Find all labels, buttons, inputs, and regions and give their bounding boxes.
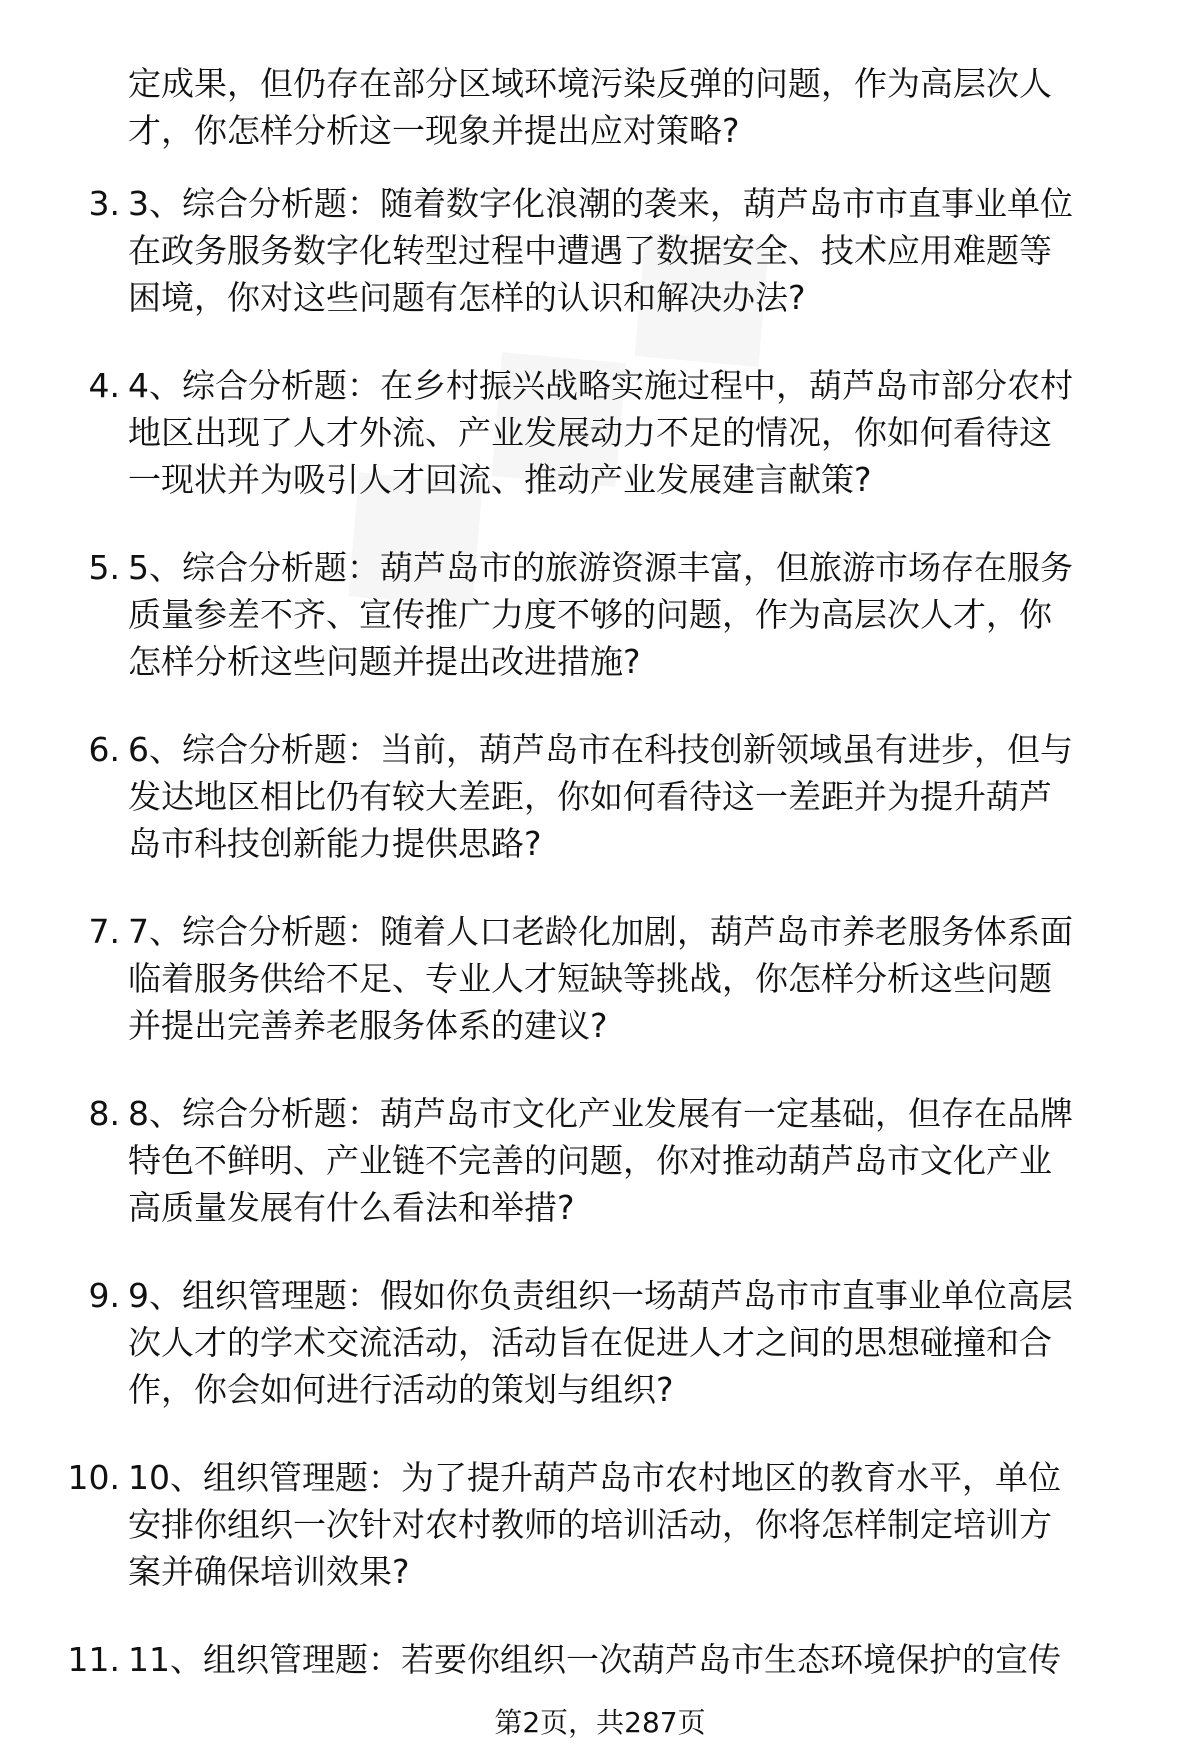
page-footer	[0, 1703, 1200, 1743]
item-line: 地区出现了人才外流、产业发展动力不足的情况，你如何看待这	[128, 413, 1052, 452]
item-line: 质量参差不齐、宣传推广力度不够的问题，作为高层次人才，你	[128, 595, 1052, 634]
list-item	[0, 1090, 1200, 1230]
item-number: 5.	[88, 548, 120, 587]
list-item	[0, 1272, 1200, 1412]
item-line: 6、综合分析题：当前，葫芦岛市在科技创新领域虽有进步，但与	[128, 730, 1073, 769]
item-text	[128, 1090, 1178, 1231]
item-text	[128, 362, 1178, 503]
item-number: 7.	[88, 912, 120, 951]
item-text	[128, 1272, 1178, 1413]
paragraph-line: 才，你怎样分析这一现象并提出应对策略?	[128, 111, 740, 150]
item-line: 5、综合分析题：葫芦岛市的旅游资源丰富，但旅游市场存在服务	[128, 548, 1073, 587]
item-line: 10、组织管理题：为了提升葫芦岛市农村地区的教育水平，单位	[128, 1458, 1061, 1497]
item-line: 岛市科技创新能力提供思路?	[128, 824, 542, 863]
item-line: 9、组织管理题：假如你负责组织一场葫芦岛市市直事业单位高层	[128, 1276, 1073, 1315]
question-list	[0, 180, 1200, 1725]
item-text	[128, 180, 1178, 321]
item-text	[128, 1636, 1178, 1683]
item-line: 临着服务供给不足、专业人才短缺等挑战，你怎样分析这些问题	[128, 959, 1052, 998]
item-number: 8.	[88, 1094, 120, 1133]
item-line: 发达地区相比仍有较大差距，你如何看待这一差距并为提升葫芦	[128, 777, 1052, 816]
item-line: 困境，你对这些问题有怎样的认识和解决办法?	[128, 278, 806, 317]
item-line: 特色不鲜明、产业链不完善的问题，你对推动葫芦岛市文化产业	[128, 1141, 1052, 1180]
list-item	[0, 908, 1200, 1048]
item-number: 3.	[88, 184, 120, 223]
item-line: 7、综合分析题：随着人口老龄化加剧，葫芦岛市养老服务体系面	[128, 912, 1073, 951]
list-item	[0, 726, 1200, 866]
item-line: 安排你组织一次针对农村教师的培训活动，你将怎样制定培训方	[128, 1505, 1052, 1544]
item-line: 作，你会如何进行活动的策划与组织?	[128, 1370, 674, 1409]
item-line: 一现状并为吸引人才回流、推动产业发展建言献策?	[128, 460, 872, 499]
page-number: 第2页，共287页	[494, 1706, 706, 1739]
item-line: 怎样分析这些问题并提出改进措施?	[128, 642, 641, 681]
list-item	[0, 1454, 1200, 1594]
item-number: 11.	[67, 1640, 120, 1679]
item-line: 3、综合分析题：随着数字化浪潮的袭来，葫芦岛市市直事业单位	[128, 184, 1073, 223]
list-item	[0, 544, 1200, 684]
list-item	[0, 1636, 1200, 1683]
item-line: 次人才的学术交流活动，活动旨在促进人才之间的思想碰撞和合	[128, 1323, 1052, 1362]
item-number: 10.	[67, 1458, 120, 1497]
item-text	[128, 1454, 1178, 1595]
item-line: 高质量发展有什么看法和举措?	[128, 1188, 575, 1227]
item-line: 并提出完善养老服务体系的建议?	[128, 1006, 608, 1045]
item-line: 11、组织管理题：若要你组织一次葫芦岛市生态环境保护的宣传	[128, 1640, 1061, 1679]
item-number: 4.	[88, 366, 120, 405]
list-item	[0, 362, 1200, 502]
item-number: 6.	[88, 730, 120, 769]
item-text	[128, 908, 1178, 1049]
item-line: 在政务服务数字化转型过程中遭遇了数据安全、技术应用难题等	[128, 231, 1052, 270]
item-line: 4、综合分析题：在乡村振兴战略实施过程中，葫芦岛市部分农村	[128, 366, 1073, 405]
item-number: 9.	[88, 1276, 120, 1315]
paragraph-line: 定成果，但仍存在部分区域环境污染反弹的问题，作为高层次人	[128, 64, 1052, 103]
item-line: 案并确保培训效果?	[128, 1552, 410, 1591]
item-text	[128, 726, 1178, 867]
continued-paragraph	[128, 60, 1168, 154]
item-text	[128, 544, 1178, 685]
list-item	[0, 180, 1200, 320]
item-line: 8、综合分析题：葫芦岛市文化产业发展有一定基础，但存在品牌	[128, 1094, 1073, 1133]
